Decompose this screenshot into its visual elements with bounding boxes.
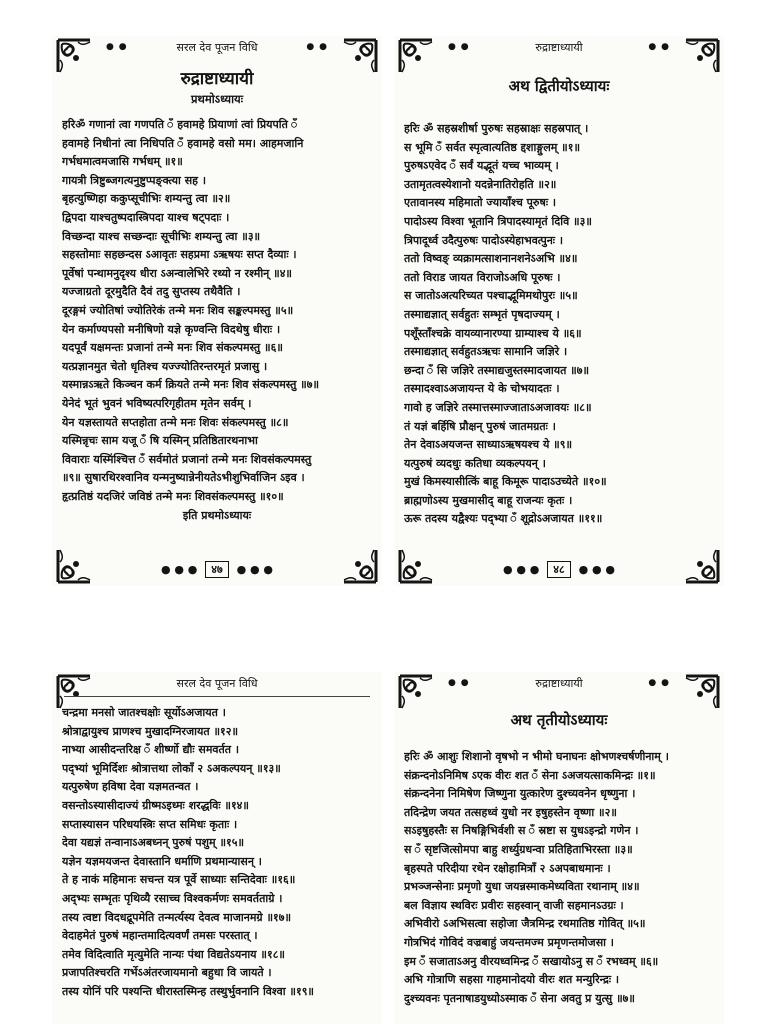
verse-line: यज्ञेन यज्ञमयजन्त देवास्तानि धर्माणि प्रथमान्यासन् । <box>62 854 262 868</box>
chapter-title: अथ द्वितीयोऽध्यायः <box>508 77 610 95</box>
verse-line: अभि गोत्राणि सहसा गाहमानोदयो वीरः शत मन्युरिन्द्रः । <box>404 973 620 987</box>
verse-line: तस्य योनिं परि पश्यन्ति धीरास्तस्मिन्ह तस्थुर्भुवनानि विश्वा ॥१९॥ <box>62 984 315 998</box>
verse-line: पशूँस्ताँश्चक्रे वायव्यानारण्या ग्राम्याश्च ये ॥६॥ <box>404 326 582 340</box>
verse-line: पादोऽस्य विश्वा भूतानि त्रिपादस्यामृतं दिवि ॥३॥ <box>404 214 592 228</box>
running-header: रुद्राष्टाध्यायी <box>535 677 583 690</box>
verse-line: स जातोऽअत्यरिच्यत पश्चाद्भूमिमथोपुरः ॥५॥ <box>404 289 578 303</box>
verse-block <box>52 704 382 1002</box>
verse-line: हरिॐ गणानां त्वा गणपति ँ हवामहे प्रियाणां त्वां प्रियपति ँ <box>62 118 298 131</box>
dots-ornament: ● ● <box>306 42 328 52</box>
verse-line: बल विज्ञाय स्थविरः प्रवीरः सहस्वान् वाजी सहमानऽउग्रः । <box>404 898 624 912</box>
verse-line: स ँ सृष्टजित्सोमपा बाहु शर्ध्युग्रधन्वा प्रतिहिताभिरस्ता ॥३॥ <box>404 842 633 856</box>
verse-line: बृहत्युष्णिहा ककुप्सूचीभिः शम्यन्तु त्वा ॥२॥ <box>62 192 231 206</box>
verse-line: यत्पुरुषं व्यदधुः कतिधा व्यकल्पयन् । <box>404 456 546 470</box>
verse-line: हृत्प्रतिष्ठं यदजिरं जविष्ठं तन्मे मनः शिवसंकल्पमस्तु ॥१०॥ <box>62 489 284 503</box>
verse-line: द्विपदा याश्चतुष्पदास्त्रिपदा याश्च षट्पदाः । <box>62 210 230 224</box>
verse-line: तं यज्ञं बर्हिषि प्रौक्षन् पुरुषं जातमग्रतः । <box>404 419 556 433</box>
verse-line: यस्मान्नऽऋते किञ्चन कर्म क्रियते तन्मे मनः शिव संकल्पमस्तु ॥७॥ <box>62 378 320 392</box>
page-title: रुद्राष्टाध्यायी <box>180 69 254 89</box>
verse-line: देवा यद्यज्ञं तन्वानाऽअबध्नन् पुरुषं पशुम् ॥१५॥ <box>62 836 245 850</box>
verse-line: एतावानस्य महिमातो ज्यायाँश्च पूरुषः । <box>404 196 557 210</box>
verse-line: मुखं किमस्यासीत्किं बाहू किमूरू पादाऽउच्येते ॥१०॥ <box>404 475 607 489</box>
verse-line: सप्तास्यासन परिधयस्त्रिः सप्त समिधः कृताः । <box>62 817 238 831</box>
verse-line: गर्भधमात्वमजासि गर्भधम् ॥१॥ <box>62 155 183 169</box>
verse-line: ततो विराड जायत विराजोऽअधि पूरुषः । <box>404 270 561 284</box>
verse-line: तेन देवाऽअयजन्त साध्याऽऋषयश्च ये ॥९॥ <box>404 438 573 452</box>
dots-ornament: ● ● <box>448 42 470 52</box>
verse-line: प्रजापतिश्चरति गर्भेऽअंतरजायमानो बहुधा वि जायते । <box>62 966 272 980</box>
verse-line: तस्माद्यज्ञात् सर्वहुतः सम्भृतं पृषदाज्यम् । <box>404 307 560 321</box>
verse-line: गायत्री त्रिष्टुब्जगत्यनुष्टुप्पङ्क्त्या सह । <box>62 173 206 187</box>
running-header: रुद्राष्टाध्यायी <box>535 41 583 54</box>
verse-line: ततो विष्वङ् व्यक्रामत्साशनानशनेऽअभि ॥४॥ <box>404 252 578 266</box>
page-48 <box>394 36 724 586</box>
verse-line: स भूमि ँ सर्वत स्पृत्वात्यतिष्ठ द्दशाङ्गुलम् ॥१॥ <box>404 140 581 154</box>
verse-line: वसन्तोऽस्यासीदाज्यं ग्रीष्मऽइध्मः शरद्धविः ॥१४॥ <box>62 798 249 812</box>
header-rule <box>64 696 370 697</box>
verse-line: त्रिपादूर्ध्व उदैत्पुरुषः पादोऽस्येहाभवत्पुनः । <box>404 233 564 247</box>
chapter-title: अथ तृतीयोऽध्यायः <box>510 711 608 729</box>
verse-line: यज्जाग्रतो दूरमुदैति दैवं तदु सुप्तस्य तथैवैति । <box>62 285 241 299</box>
verse-line: पुरुषऽएवेद ँ सर्वं यद्भूतं यच्च भाव्यम् । <box>404 159 559 173</box>
chapter-closing: इति प्रथमोऽध्यायः <box>182 509 252 522</box>
verse-line: तमेव विदित्वाति मृत्युमेति नान्यः पंथा विद्यतेऽयनाय ॥१८॥ <box>62 947 286 961</box>
verse-line: दूरङ्गमं ज्योतिषां ज्योतिरेकं तन्मे मनः शिव सङ्कल्पमस्तु ॥५॥ <box>62 303 294 317</box>
verse-line: हवामहे निधीनां त्वा निधिपति ँ हवामहे वसो मम। आहमजानि <box>62 136 304 150</box>
verse-block <box>52 116 382 506</box>
verse-line: तस्माद्यज्ञात् सर्वहुतऽऋचः सामानि जज्ञिरे । <box>404 345 568 359</box>
verse-line: वेदाहमेतं पुरुषं महान्तमादित्यवर्णं तमसः परस्तात् । <box>62 929 258 943</box>
verse-line: यदपूर्वं यक्षमन्तः प्रजानां तन्मे मनः शिव संकल्पमस्तु ॥६॥ <box>62 341 283 355</box>
verse-line: सहस्तोमाः सहछन्दस ऽआवृतः सहप्रमा ऽऋषयः सप्त दैव्याः । <box>62 248 297 262</box>
verse-line: येनेदं भूतं भुवनं भविष्यत्परिगृहीतम मृतेन सर्वम् । <box>62 396 252 410</box>
verse-line: यस्मिन्नृचः साम यजू ँ षि यस्मिन् प्रतिष्ठितारथनाभा <box>62 434 258 448</box>
verse-line: ॥९॥ सुषारथिरश्वानिव यन्मनुष्यान्नेनीयतेऽभीशुभिर्वाजिन ऽइव । <box>62 471 305 485</box>
page-49 <box>52 672 382 1024</box>
verse-line: छन्दा ँ सि जज्ञिरे तस्माद्यजुस्तस्मादजायत ॥७॥ <box>404 363 590 377</box>
verse-line: प्रभञ्जन्सेनाः प्रमृणो युधा जयन्नस्माकमेध्यविता रथानाम् ॥४॥ <box>404 880 640 894</box>
verse-line: गोत्रभिदं गोविदं वज्रबाहुं जयन्तमज्म प्रमृणन्तमोजसा । <box>404 935 614 949</box>
verse-line: श्रोत्राद्वायुश्च प्राणश्च मुखादग्निरजायत ॥१२॥ <box>62 724 239 738</box>
verse-line: येन कर्माण्यपसो मनीषिणो यज्ञे कृण्वन्ति विदथेषु धीराः । <box>62 322 281 336</box>
dots-ornament: ● ● ● <box>236 563 274 576</box>
verse-line: विवाराः यस्मिंश्चित्त ँ सर्वमोतं प्रजानां तन्मे मनः शिवसंकल्पमस्तु <box>62 452 312 466</box>
verse-line: इम ँ सजाताऽअनु वीरयध्वमिन्द्र ँ सखायोऽनु स ँ रभध्वम् ॥६॥ <box>404 954 659 968</box>
page-footer <box>52 561 382 578</box>
dots-ornament: ● ● <box>448 678 470 688</box>
running-header: सरल देव पूजन विधि <box>176 677 258 690</box>
verse-line: यत्पुरुषेण हविषा देवा यज्ञमतन्वत । <box>62 780 199 794</box>
verse-line: तस्मादश्वाऽअजायन्त ये के चोभयादतः । <box>404 382 560 396</box>
verse-line: अभिवीरो ऽअभिसत्वा सहोजा जैत्रमिन्द्र रथमातिष्ठ गोवित् ॥५॥ <box>404 917 646 931</box>
verse-line: हरिः ॐ सहस्रशीर्षा पुरुषः सहस्राक्षः सहस्रपात् । <box>404 122 589 135</box>
verse-line: तस्य त्वष्टा विदधद्रूपमेति तन्मर्त्यस्य देवत्व माजानमग्रे ॥१७॥ <box>62 910 292 924</box>
verse-line: नाभ्या आसीदन्तरिक्ष ँ शीर्ष्णो द्यौः समवर्तत । <box>62 743 240 757</box>
dots-ornament: ● ● <box>648 42 670 52</box>
verse-block <box>394 748 724 1008</box>
verse-line: येन यज्ञस्तायते सप्तहोता तन्मे मनः शिवः संकल्पमस्तु ॥८॥ <box>62 415 289 429</box>
verse-line: चन्द्रमा मनसो जातश्चक्षोः सूर्योऽअजायत । <box>62 706 226 719</box>
verse-line: दुश्च्यवनः पृतनाषाडयुध्योऽस्माक ँ सेना अवतु प्र युत्सु ॥७॥ <box>404 991 635 1005</box>
verse-line: अद्भ्यः सम्भृतः पृथिव्यै रसाच्च विश्वकर्मणः समवर्तताग्रे । <box>62 891 283 905</box>
verse-line: विच्छन्दा याश्च सच्छन्दाः सूचीभिः शम्यन्तु त्वा ॥३॥ <box>62 229 261 243</box>
page-footer <box>394 561 724 578</box>
running-header: सरल देव पूजन विधि <box>176 41 258 54</box>
verse-line: संक्रन्दनेना निमिषेण जिष्णुना युत्कारेण दुश्च्यवनेन धृष्णुना । <box>404 787 636 801</box>
verse-line: उतामृतत्वस्येशानो यदन्नेनातिरोहति ॥२॥ <box>404 177 557 191</box>
verse-line: पद्भ्यां भूमिर्दिशः श्रोत्रात्तथा लोकाँ २ ऽअकल्पयन् ॥१३॥ <box>62 761 281 775</box>
dots-ornament: ● ● ● <box>502 563 540 576</box>
dots-ornament: ● ● ● <box>578 563 616 576</box>
page-47 <box>52 36 382 586</box>
page-number: ४७ <box>205 561 228 578</box>
chapter-subtitle: प्रथमोऽध्यायः <box>190 92 244 106</box>
verse-line: ते ह नाकं महिमानः सचन्त यत्र पूर्वे साध्याः सन्तिदेवाः ॥१६॥ <box>62 873 296 887</box>
verse-line: सऽइषुहस्तैः स निषङ्गिभिर्वशी स ँ स्रष्टा स युधऽइन्द्रो गणेन । <box>404 824 639 838</box>
verse-line: पूर्वेषां पन्थामनुदृश्य धीरा ऽअन्वालेभिरे रथ्यो न रश्मीन् ॥४॥ <box>62 266 292 280</box>
verse-line: ऊरू तदस्य यद्वैश्यः पद्भ्या ँ शूद्रोऽअजायत ॥११॥ <box>404 512 603 526</box>
page-number: ४८ <box>547 561 570 578</box>
verse-line: हरिः ॐ आशुः शिशानो वृषभो न भीमो घनाघनः क्षोभणश्चर्षणीनाम् । <box>404 750 669 763</box>
dots-ornament: ● ● <box>106 42 128 52</box>
verse-line: संक्रन्दनोऽनिमिष ऽएक वीरः शत ँ सेना ऽअजयत्साकमिन्द्रः ॥१॥ <box>404 768 656 782</box>
page-50 <box>394 672 724 1024</box>
verse-block <box>394 120 724 529</box>
verse-line: यत्प्रज्ञानमुत चेतो धृतिश्च यज्ज्योतिरन्तरमृतं प्रजासु । <box>62 359 268 373</box>
dots-ornament: ● ● <box>648 678 670 688</box>
verse-line: बृहस्पते परिदीया रथेन रक्षोहामित्राँ २ ऽअपबाधमानः । <box>404 861 611 875</box>
dots-ornament: ● ● ● <box>160 563 198 576</box>
verse-line: गावो ह जज्ञिरे तस्मात्तस्माज्जाताऽअजावयः ॥८॥ <box>404 400 592 414</box>
verse-line: तदिन्द्रेण जयत तत्सहध्वं युधो नर इषुहस्तेन वृष्णा ॥२॥ <box>404 805 617 819</box>
verse-line: ब्राह्मणोऽस्य मुखमासीद् बाहू राजन्यः कृतः । <box>404 493 573 507</box>
